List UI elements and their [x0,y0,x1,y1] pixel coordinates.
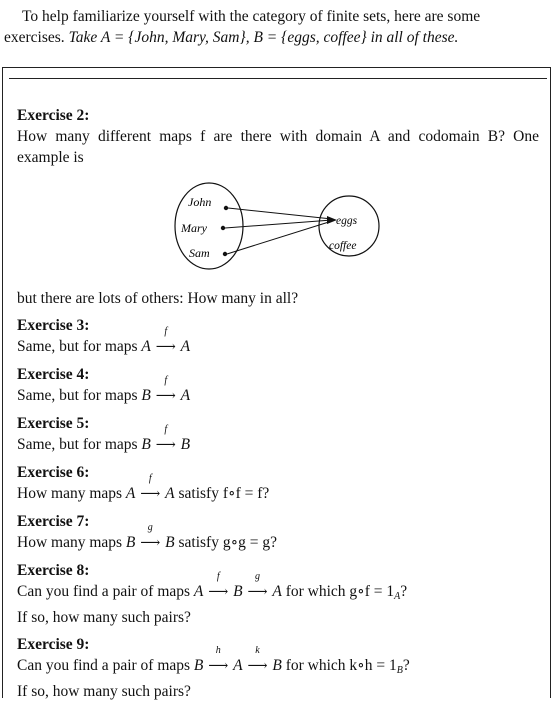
map-diagram-svg [172,176,392,278]
arrow-john-eggs [228,208,332,219]
right-arrow-icon: ⟶ [140,487,161,502]
exercise-3-target: A [180,338,191,355]
exercise-7-target: B [165,534,175,551]
exercise-4-title: Exercise 4: [17,366,90,383]
right-arrow-icon: ⟶ [140,536,161,551]
exercise-5-prefix: Same, but for maps [17,436,142,453]
exercise-3-map-label: f [164,326,168,337]
exercise-9-prefix: Can you find a pair of maps [17,657,194,674]
domain-element-mary: Mary [181,221,207,235]
right-arrow-icon: ⟶ [155,438,176,453]
exercise-5-arrow [155,424,177,456]
domain-element-john: John [188,195,212,209]
exercise-4 [17,364,539,407]
exercise-4-arrow [155,375,177,407]
exercise-8-prefix: Can you find a pair of maps [17,583,194,600]
exercise-9-obj-2: A [233,657,243,674]
exercise-8 [17,560,539,628]
exercise-9-map-h: h [215,645,221,656]
exercise-4-target: A [180,387,191,404]
intro-line-1: To help familiarize yourself with the category of finite sets, here are some [22,8,481,25]
right-arrow-icon: ⟶ [155,389,176,404]
exercise-9-text [17,645,539,681]
exercise-7-prefix: How many maps [17,534,126,551]
exercise-7-source: B [125,534,136,551]
map-diagram [17,176,539,278]
point-john [224,206,228,210]
exercise-9 [17,634,539,702]
exercise-5 [17,413,539,456]
exercise-8-obj-1: A [193,583,204,600]
intro-line-2 [4,27,549,48]
exercise-8-map-g: g [254,571,260,582]
exercise-9-obj-1: B [193,657,204,674]
exercise-8-arrow-2 [246,571,268,603]
exercise-9-title: Exercise 9: [17,636,90,653]
exercise-7 [17,511,539,554]
exercise-3-source: A [141,338,151,355]
right-arrow-icon: ⟶ [208,585,229,600]
exercise-8-arrow-1 [207,571,229,603]
exercise-4-text [17,375,539,407]
exercise-4-source: B [141,387,151,404]
right-arrow-icon: ⟶ [208,659,229,674]
exercise-6-map-label: f [148,473,152,484]
exercise-3-arrow [155,326,177,358]
exercise-6 [17,462,539,505]
exercise-8-line-2: If so, how many such pairs? [17,609,191,626]
exercise-6-suffix: satisfy f∘f = f? [174,485,270,502]
exercise-4-prefix: Same, but for maps [17,387,142,404]
exercise-4-map-label: f [164,375,168,386]
exercise-3 [17,315,539,358]
exercise-5-target: B [180,436,191,453]
exercise-7-suffix: satisfy g∘g = g? [174,534,278,551]
exercise-8-map-f: f [216,571,220,582]
intro-line-2-prefix: exercises. [4,29,69,46]
right-arrow-icon: ⟶ [155,340,176,355]
exercise-7-arrow [139,522,161,554]
exercise-8-subscript: A [394,591,401,602]
exercise-9-line-2: If so, how many such pairs? [17,683,191,700]
right-arrow-icon: ⟶ [247,659,268,674]
exercise-9-obj-3: B [272,657,282,674]
exercise-9-map-k: k [255,645,260,656]
intro-paragraph [4,6,549,48]
exercise-2-followup: but there are lots of others: How many in all? [17,290,299,307]
exercise-9-subscript: B [396,665,403,676]
exercise-5-map-label: f [164,424,168,435]
exercise-3-prefix: Same, but for maps [17,338,142,355]
exercise-5-text [17,424,539,456]
exercise-2-text: How many different maps f are there with domain A and codomain B? One example is [17,128,539,166]
exercise-8-text [17,571,539,607]
exercise-6-prefix: How many maps [17,485,126,502]
exercise-9-question-mark: ? [402,657,410,674]
codomain-element-coffee: coffee [329,240,357,252]
exercise-7-text [17,522,539,554]
exercise-frame [2,67,551,698]
exercise-7-title: Exercise 7: [17,513,90,530]
exercise-2 [17,105,539,309]
exercise-6-title: Exercise 6: [17,464,90,481]
exercise-8-suffix: for which g∘f = 1 [281,583,395,600]
exercise-5-source: B [141,436,151,453]
exercise-9-arrow-2 [246,645,268,677]
arrow-mary-eggs [225,220,332,228]
exercise-8-obj-2: B [233,583,243,600]
domain-element-sam: Sam [189,246,210,260]
exercise-3-text [17,326,539,358]
exercise-8-obj-3: A [272,583,282,600]
right-arrow-icon: ⟶ [247,585,268,600]
exercise-3-title: Exercise 3: [17,317,90,334]
exercise-8-question-mark: ? [400,583,408,600]
point-sam [223,252,227,256]
exercise-9-suffix: for which k∘h = 1 [281,657,397,674]
exercise-9-arrow-1 [207,645,229,677]
exercise-6-target: A [165,485,175,502]
exercise-6-text [17,473,539,505]
exercise-box [9,78,547,702]
exercise-2-title: Exercise 2: [17,107,90,124]
point-mary [221,226,225,230]
exercise-7-map-label: g [147,522,153,533]
exercise-6-arrow [139,473,161,505]
exercise-6-source: A [125,485,136,502]
exercise-8-title: Exercise 8: [17,562,90,579]
intro-line-2-rest: Take A = {John, Mary, Sam}, B = {eggs, coffee} in all of these. [68,29,459,46]
exercise-5-title: Exercise 5: [17,415,90,432]
codomain-element-eggs: eggs [336,215,358,227]
